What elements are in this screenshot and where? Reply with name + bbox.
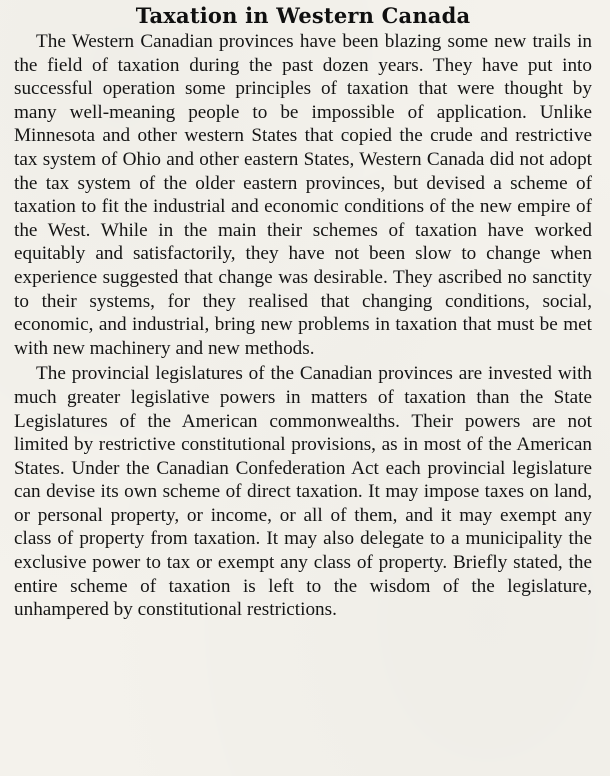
paragraph-1: The Western Canadian provinces have been blazing some new trails in the field of taxation during the past dozen years. They have put into successful operation some principles of taxation that were thought by many well-meaning people to be impossible of application. Unlike Minnesota and other western States that copied the crude and restrictive tax system of Ohio and other eastern States, Western Canada did not adopt the tax system of the older eastern provinces, but devised a scheme of taxation to fit the industrial and economic conditions of the new empire of the West. While in the main their schemes of taxation have worked equitably and satisfactorily, they have not been slow to change when experience suggested that change was desirable. They ascribed no sanctity to their systems, for they realised that changing conditions, social, economic, and industrial, bring new problems in taxation that must be met with new machinery and new methods. [14,31,592,359]
paragraph-2: The provincial legislatures of the Canadian provinces are invested with much greater legislative powers in matters of taxation than the State Legislatures of the American commonwealths. Their powers are not limited by restrictive constitutional provisions, as in most of the American States. Under the Canadian Confederation Act each provincial legislature can devise its own scheme of direct taxation. It may impose taxes on land, or personal property, or income, or all of them, and it may exempt any class of property from taxation. It may also delegate to a municipality the exclusive power to tax or exempt any class of property. Briefly stated, the entire scheme of taxation is left to the wisdom of the legislature, unhampered by constitutional restrictions. [14,363,592,621]
article-title: Taxation in Western Canada [135,3,471,28]
article-body [14,30,592,622]
